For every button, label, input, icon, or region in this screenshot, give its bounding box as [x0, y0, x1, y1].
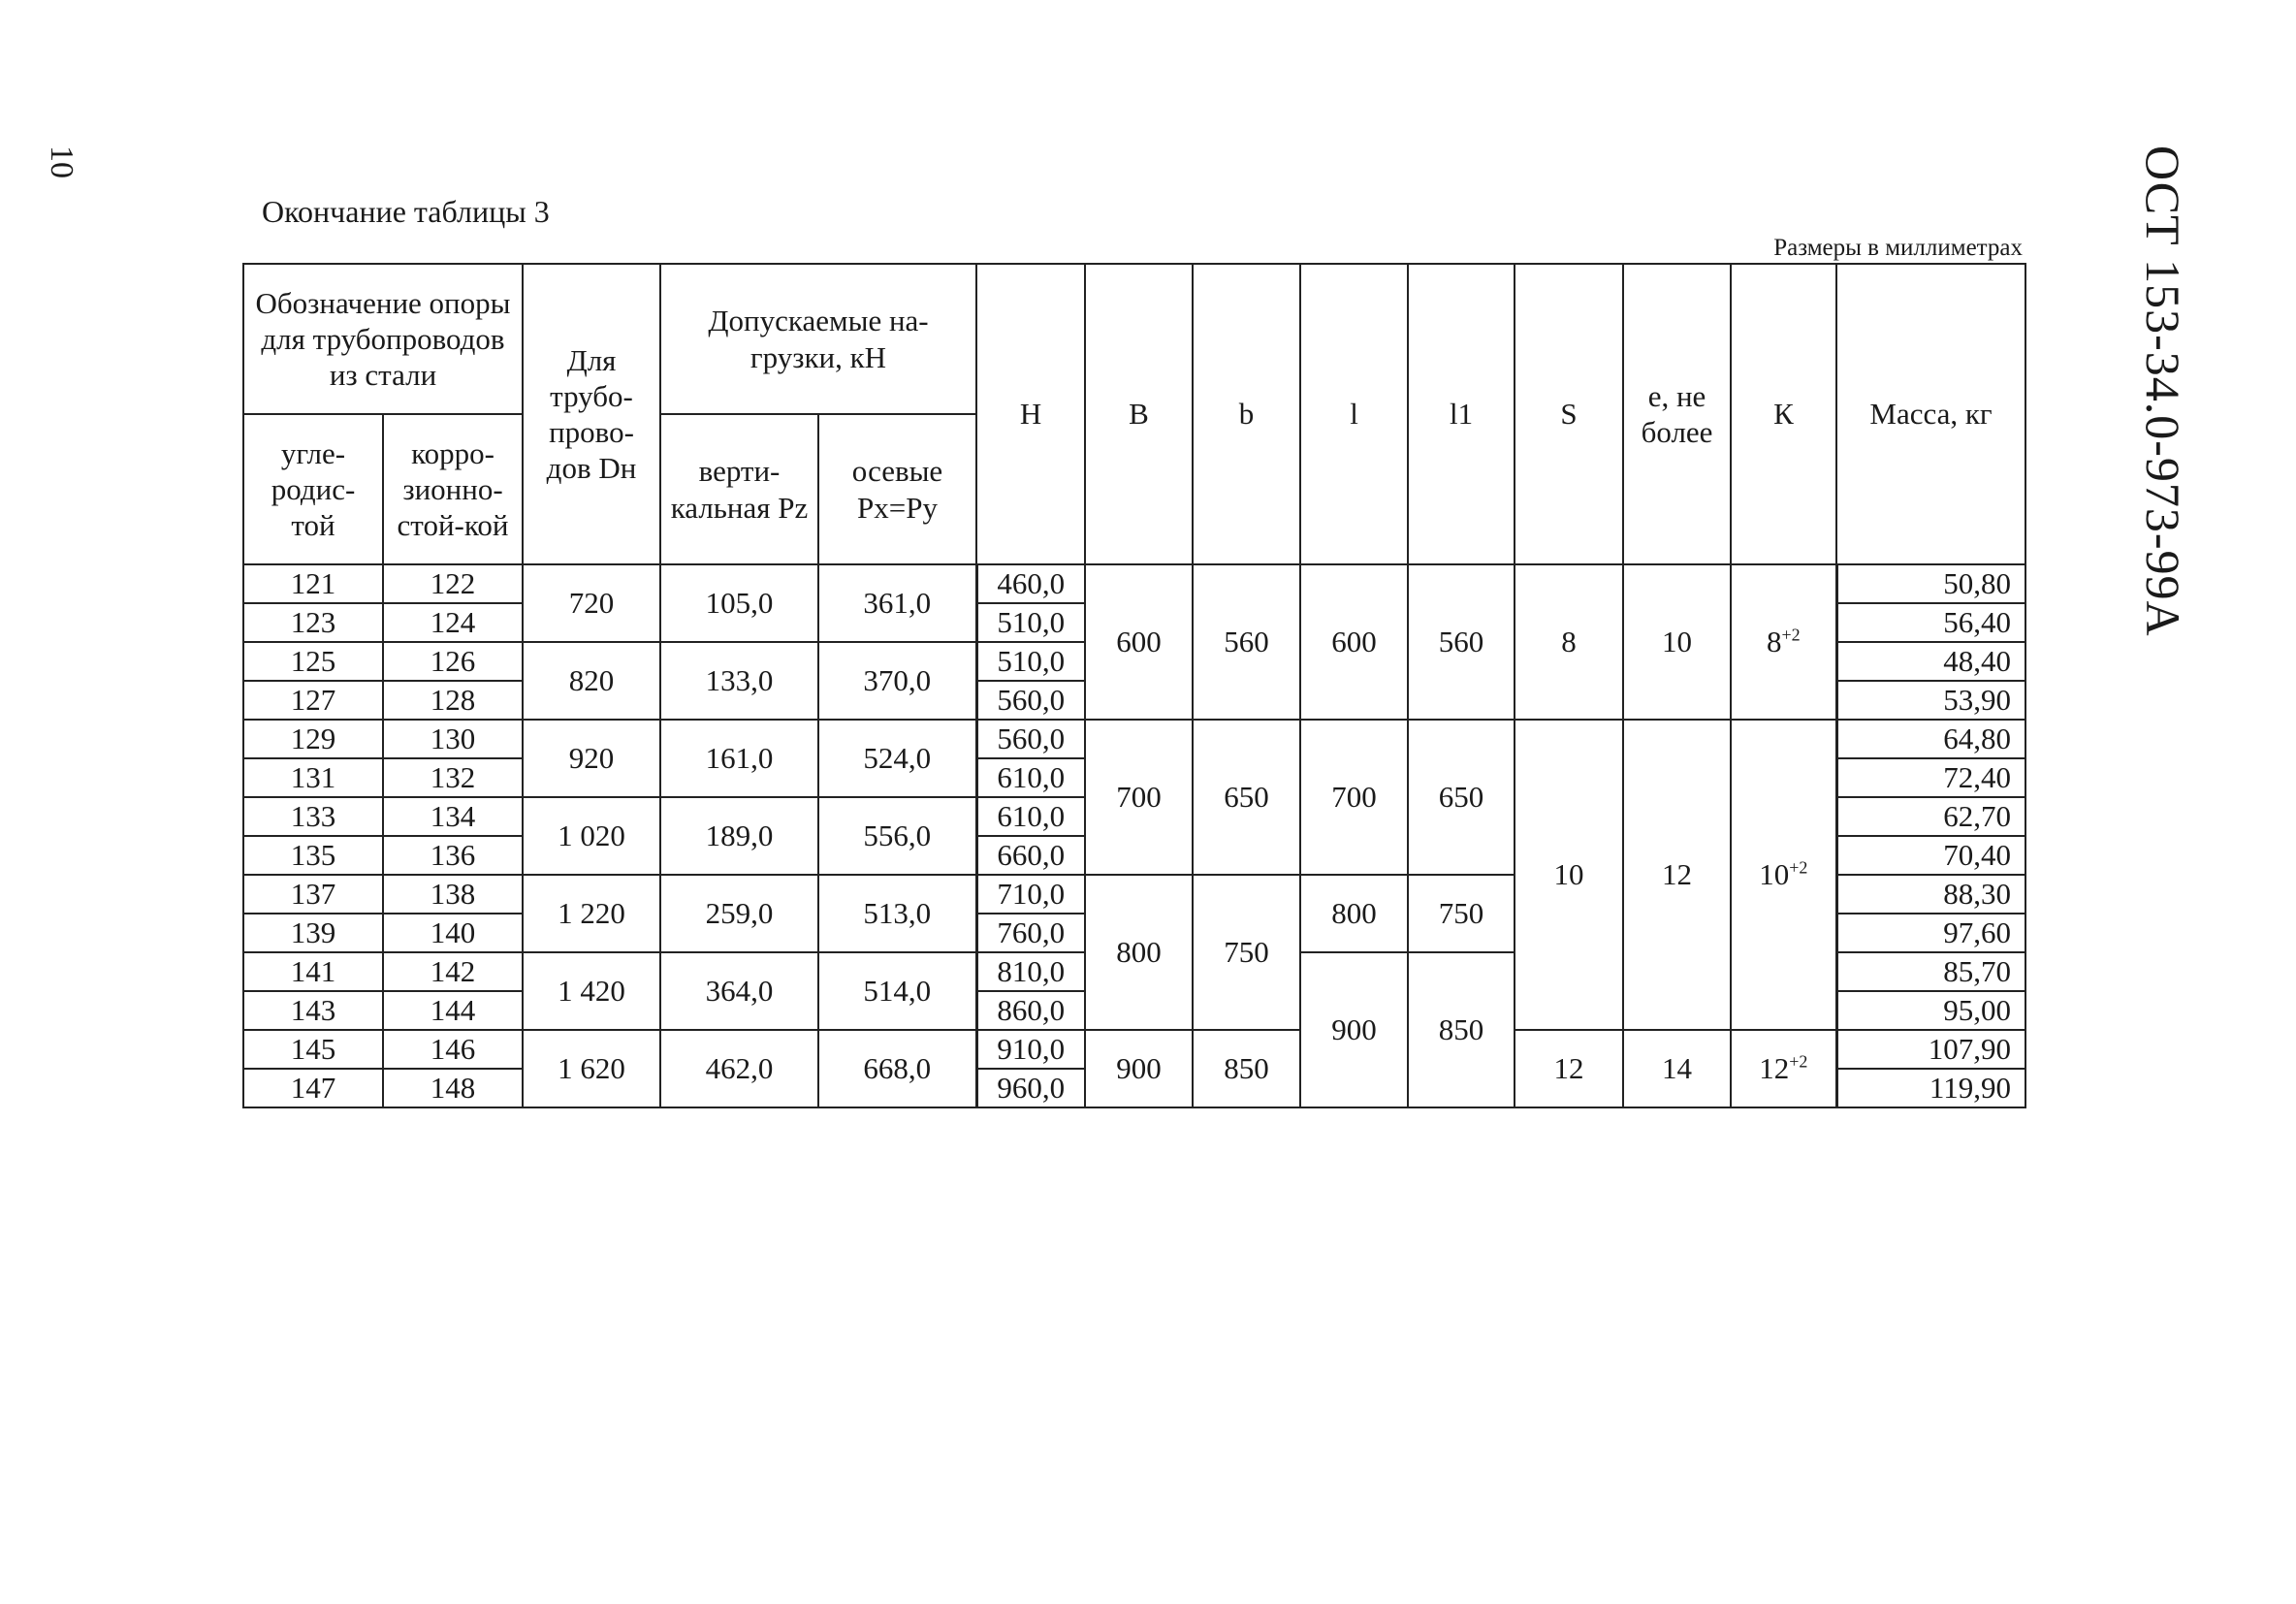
l-cell: 900 [1300, 952, 1408, 1107]
header-loads: Допускаемые на-грузки, кН [660, 264, 976, 414]
header-l1: l1 [1408, 264, 1515, 564]
h-cell: 510,0 [976, 642, 1085, 681]
K-tolerance: +2 [1789, 1052, 1808, 1073]
h-cell: 560,0 [976, 681, 1085, 720]
mass-cell: 53,90 [1836, 681, 2025, 720]
S-cell: 12 [1515, 1030, 1623, 1107]
K-tolerance: +2 [1789, 858, 1808, 879]
stainless-cell: 122 [383, 564, 523, 603]
carbon-cell: 125 [243, 642, 383, 681]
h-cell: 610,0 [976, 758, 1085, 797]
stainless-cell: 144 [383, 991, 523, 1030]
mass-cell: 85,70 [1836, 952, 2025, 991]
pz-cell: 105,0 [660, 564, 818, 642]
supports-table [242, 263, 2026, 1108]
mass-cell: 72,40 [1836, 758, 2025, 797]
pz-cell: 189,0 [660, 797, 818, 875]
stainless-cell: 128 [383, 681, 523, 720]
K-cell [1731, 564, 1836, 720]
pz-cell: 364,0 [660, 952, 818, 1030]
K-tolerance: +2 [1781, 626, 1801, 646]
header-designation: Обозначение опоры для трубопроводов из стали [243, 264, 523, 414]
h-cell: 860,0 [976, 991, 1085, 1030]
dn-cell: 720 [523, 564, 660, 642]
l1-cell: 850 [1408, 952, 1515, 1107]
carbon-cell: 133 [243, 797, 383, 836]
stainless-cell: 148 [383, 1069, 523, 1107]
carbon-cell: 121 [243, 564, 383, 603]
header-e: е, не более [1623, 264, 1731, 564]
pz-cell: 161,0 [660, 720, 818, 797]
mass-cell: 88,30 [1836, 875, 2025, 914]
carbon-cell: 143 [243, 991, 383, 1030]
l1-cell: 750 [1408, 875, 1515, 952]
carbon-cell: 139 [243, 914, 383, 952]
h-cell: 810,0 [976, 952, 1085, 991]
document-code: ОСТ 153-34.0-973-99А [2136, 145, 2190, 637]
px-cell: 524,0 [818, 720, 976, 797]
mass-cell: 107,90 [1836, 1030, 2025, 1069]
mass-cell: 62,70 [1836, 797, 2025, 836]
carbon-cell: 129 [243, 720, 383, 758]
table-caption: Окончание таблицы 3 [262, 194, 550, 229]
dn-cell: 1 620 [523, 1030, 660, 1107]
b-cell: 750 [1193, 875, 1300, 1030]
header-S: S [1515, 264, 1623, 564]
stainless-cell: 134 [383, 797, 523, 836]
carbon-cell: 135 [243, 836, 383, 875]
l-cell: 700 [1300, 720, 1408, 875]
px-cell: 370,0 [818, 642, 976, 720]
header-mass: Масса, кг [1836, 264, 2025, 564]
h-cell: 760,0 [976, 914, 1085, 952]
stainless-cell: 124 [383, 603, 523, 642]
B-cell: 800 [1085, 875, 1193, 1030]
mass-cell: 56,40 [1836, 603, 2025, 642]
h-cell: 560,0 [976, 720, 1085, 758]
mass-cell: 48,40 [1836, 642, 2025, 681]
B-cell: 900 [1085, 1030, 1193, 1107]
l1-cell: 560 [1408, 564, 1515, 720]
header-axial: осевые Px=Py [818, 414, 976, 564]
h-cell: 910,0 [976, 1030, 1085, 1069]
table-row [243, 1030, 2025, 1069]
stainless-cell: 138 [383, 875, 523, 914]
h-cell: 510,0 [976, 603, 1085, 642]
px-cell: 514,0 [818, 952, 976, 1030]
h-cell: 710,0 [976, 875, 1085, 914]
carbon-cell: 127 [243, 681, 383, 720]
K-base: 10 [1759, 857, 1790, 892]
dn-cell: 1 020 [523, 797, 660, 875]
stainless-cell: 136 [383, 836, 523, 875]
stainless-cell: 140 [383, 914, 523, 952]
stainless-cell: 146 [383, 1030, 523, 1069]
header-H: H [976, 264, 1085, 564]
mass-cell: 95,00 [1836, 991, 2025, 1030]
header-B: B [1085, 264, 1193, 564]
mass-cell: 64,80 [1836, 720, 2025, 758]
header-vertical: верти-кальная Pz [660, 414, 818, 564]
pz-cell: 259,0 [660, 875, 818, 952]
h-cell: 960,0 [976, 1069, 1085, 1107]
S-cell: 8 [1515, 564, 1623, 720]
header-pipe-dn: Для трубо-прово-дов Dн [523, 264, 660, 564]
dn-cell: 1 220 [523, 875, 660, 952]
px-cell: 361,0 [818, 564, 976, 642]
stainless-cell: 130 [383, 720, 523, 758]
carbon-cell: 131 [243, 758, 383, 797]
K-cell [1731, 1030, 1836, 1107]
pz-cell: 133,0 [660, 642, 818, 720]
mass-cell: 97,60 [1836, 914, 2025, 952]
dn-cell: 820 [523, 642, 660, 720]
K-cell [1731, 720, 1836, 1030]
dn-cell: 1 420 [523, 952, 660, 1030]
header-carbon: угле-родис-той [243, 414, 383, 564]
B-cell: 700 [1085, 720, 1193, 875]
header-stainless: корро-зионно-стой-кой [383, 414, 523, 564]
S-cell: 10 [1515, 720, 1623, 1030]
mass-cell: 119,90 [1836, 1069, 2025, 1107]
units-note: Размеры в миллиметрах [1773, 235, 2023, 261]
carbon-cell: 137 [243, 875, 383, 914]
carbon-cell: 141 [243, 952, 383, 991]
stainless-cell: 126 [383, 642, 523, 681]
l1-cell: 650 [1408, 720, 1515, 875]
px-cell: 668,0 [818, 1030, 976, 1107]
l-cell: 600 [1300, 564, 1408, 720]
mass-cell: 70,40 [1836, 836, 2025, 875]
K-base: 8 [1766, 625, 1782, 659]
header-K: К [1731, 264, 1836, 564]
dn-cell: 920 [523, 720, 660, 797]
h-cell: 610,0 [976, 797, 1085, 836]
header-b: b [1193, 264, 1300, 564]
px-cell: 513,0 [818, 875, 976, 952]
carbon-cell: 123 [243, 603, 383, 642]
e-cell: 10 [1623, 564, 1731, 720]
table-row [243, 564, 2025, 603]
stainless-cell: 142 [383, 952, 523, 991]
mass-cell: 50,80 [1836, 564, 2025, 603]
b-cell: 850 [1193, 1030, 1300, 1107]
pz-cell: 462,0 [660, 1030, 818, 1107]
e-cell: 12 [1623, 720, 1731, 1030]
page-number: 10 [44, 145, 80, 178]
table-row [243, 720, 2025, 758]
K-base: 12 [1759, 1051, 1790, 1086]
l-cell: 800 [1300, 875, 1408, 952]
h-cell: 660,0 [976, 836, 1085, 875]
carbon-cell: 145 [243, 1030, 383, 1069]
B-cell: 600 [1085, 564, 1193, 720]
e-cell: 14 [1623, 1030, 1731, 1107]
b-cell: 560 [1193, 564, 1300, 720]
px-cell: 556,0 [818, 797, 976, 875]
b-cell: 650 [1193, 720, 1300, 875]
h-cell: 460,0 [976, 564, 1085, 603]
carbon-cell: 147 [243, 1069, 383, 1107]
stainless-cell: 132 [383, 758, 523, 797]
header-l: l [1300, 264, 1408, 564]
